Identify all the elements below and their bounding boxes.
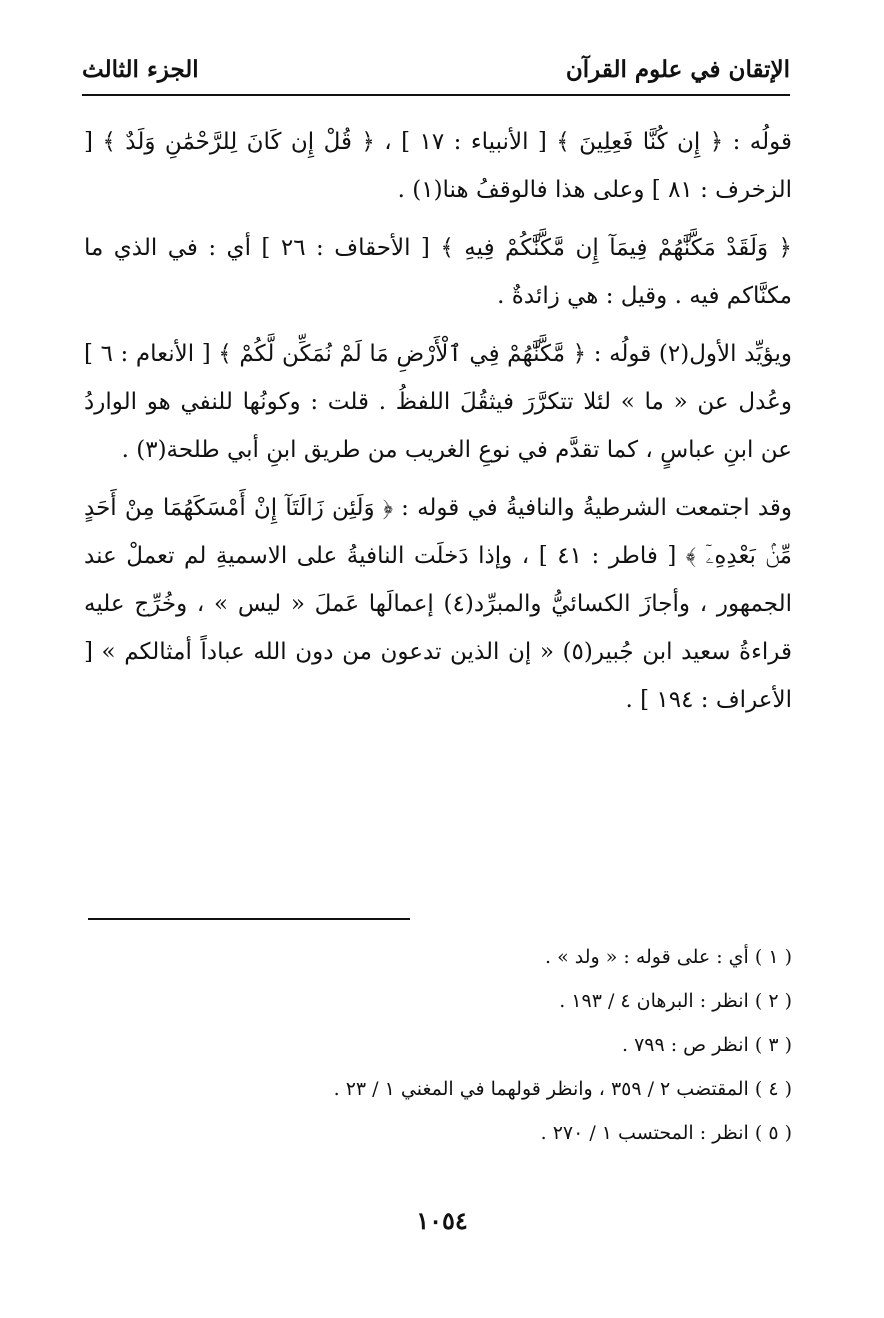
- book-title: الإتقان في علوم القرآن: [565, 56, 790, 83]
- footnote: ( ١ ) أي : على قوله : « ولد » .: [545, 946, 792, 968]
- paragraph: وقد اجتمعت الشرطيةُ والنافيةُ في قوله : ﴿ وَلَئِن زَالَتَآ إِنْ أَمْسَكَهُمَا مِنْ أَحَدٍ مِّنۢ بَعْدِهِۦٓ ﴾ [ فاطر : ٤١ ] ، وإذا دَخلَت النافيةُ على الاسميةِ لم تعملْ عند الجمهور ، وأجازَ الكسائيُّ والمبرِّد(٤) إعمالَها عَملَ « ليس » ، وخُرِّج عليه قراءةُ سعيد ابن جُبير(٥) « إن الذين تدعون من دون الله عباداً أمثالكم » [ الأعراف : ١٩٤ ] .: [84, 495, 793, 713]
- footnote: ( ٥ ) انظر : المحتسب ١ / ٢٧٠ .: [540, 1122, 792, 1144]
- footnotes: [84, 935, 792, 1155]
- paragraph: ويؤيِّد الأول(٢) قولُه : ﴿ مَّكَّنَّٰهُمْ فِي ٱلْأَرْضِ مَا لَمْ نُمَكِّن لَّكُمْ ﴾ [ الأنعام : ٦ ] وعُدل عن « ما » لئلا تتكرَّرَ فيثقُلَ اللفظُ . قلت : وكونُها للنفي هو الواردُ عن ابنِ عباسٍ ، كما تقدَّم في نوعِ الغريب من طريق ابنِ أبي طلحة(٣) .: [84, 341, 792, 463]
- page-number: ١٠٥٤: [416, 1206, 468, 1235]
- footnote: ( ٢ ) انظر : البرهان ٤ / ١٩٣ .: [559, 990, 792, 1012]
- header-divider: [82, 94, 790, 96]
- paragraph: ﴿ وَلَقَدْ مَكَّنَّٰهُمْ فِيمَآ إِن مَّكَّنَّٰكُمْ فِيهِ ﴾ [ الأحقاف : ٢٦ ] أي : في الذي ما مكنَّاكم فيه . وقيل : هي زائدةٌ .: [84, 235, 792, 309]
- footnote: ( ٣ ) انظر ص : ٧٩٩ .: [621, 1034, 792, 1056]
- main-text: [84, 118, 792, 734]
- part-label: الجزء الثالث: [82, 56, 199, 83]
- page-header: [82, 50, 790, 90]
- footnote-divider: [88, 918, 410, 920]
- paragraph: قولُه : ﴿ إِن كُنَّا فَعِلِينَ ﴾ [ الأنبياء : ١٧ ] ، ﴿ قُلْ إِن كَانَ لِلرَّحْمَٰنِ وَلَدٌ ﴾ [ الزخرف : ٨١ ] وعلى هذا فالوقفُ هنا(١) .: [84, 129, 792, 203]
- footnote: ( ٤ ) المقتضب ٢ / ٣٥٩ ، وانظر قولهما في المغني ١ / ٢٣ .: [333, 1078, 792, 1100]
